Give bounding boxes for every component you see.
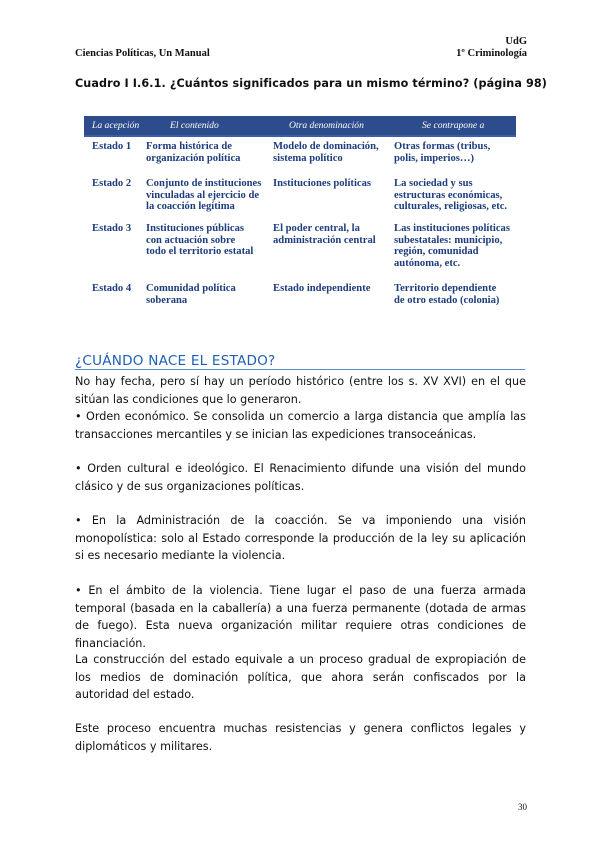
table-cell-contenido: Instituciones públicas con actuación sobre todo el territorio estatal xyxy=(146,223,254,258)
table-cell-denominacion: El poder central, la administración central xyxy=(273,223,376,246)
table-cell-contrapone: Las instituciones políticas subestatales: municipio, región, comunidad autónoma, etc. xyxy=(394,223,510,269)
table-header-cell: La acepción xyxy=(92,120,140,131)
running-header-university: UdG xyxy=(505,36,527,47)
running-header-course: 1º Criminología xyxy=(456,48,527,59)
page-number: 30 xyxy=(518,802,527,812)
table-cell-denominacion: Estado independiente xyxy=(273,283,371,294)
section-heading-rule xyxy=(75,369,525,370)
table-caption: Cuadro I I.6.1. ¿Cuántos significados para un mismo término? (página 98) xyxy=(75,77,547,90)
bullet-paragraph-economic: • Orden económico. Se consolida un comercio a larga distancia que amplía las transacciones mercantiles y se inician las expediciones transoceánicas. xyxy=(75,410,526,441)
body-paragraph: Este proceso encuentra muchas resistencias y genera conflictos legales y diplomáticos y militares. xyxy=(75,722,526,753)
body-paragraph: La construcción del estado equivale a un proceso gradual de expropiación de los medios de dominación política, que ahora serán confiscados por la autoridad del estado. xyxy=(75,653,526,701)
table-cell-contenido: Comunidad política soberana xyxy=(146,283,236,306)
table-header-cell: El contenido xyxy=(170,120,219,131)
body-paragraph: No hay fecha, pero sí hay un período histórico (entre los s. XV XVI) en el que sitúan las condiciones que lo generaron. xyxy=(75,375,526,406)
bullet-paragraph-cultural: • Orden cultural e ideológico. El Renacimiento difunde una visión del mundo clásico y de sus organizaciones políticas. xyxy=(75,462,526,493)
table-header-rule xyxy=(84,135,516,137)
running-header-book-title: Ciencias Políticas, Un Manual xyxy=(75,48,210,59)
table-cell-contrapone: Otras formas (tribus, polis, imperios…) xyxy=(394,141,491,164)
section-heading: ¿CUÁNDO NACE EL ESTADO? xyxy=(75,353,276,369)
table-row-label: Estado 3 xyxy=(92,223,132,234)
table-cell-contrapone: Territorio dependiente de otro estado (colonia) xyxy=(394,283,500,306)
bullet-paragraph-coercion: • En la Administración de la coacción. Se va imponiendo una visión monopolística: solo al Estado corresponde la producción de la ley su aplicación si es necesario mediante la violencia. xyxy=(75,514,526,562)
table-cell-denominacion: Instituciones políticas xyxy=(273,178,372,189)
table-header-cell: Otra denominación xyxy=(289,120,364,131)
table-header-row xyxy=(84,116,516,135)
table-header-cell: Se contrapone a xyxy=(422,120,485,131)
table-cell-contenido: Forma histórica de organización política xyxy=(146,141,241,164)
table-cell-contenido: Conjunto de instituciones vinculadas al ejercicio de la coacción legítima xyxy=(146,178,262,213)
table-row-label: Estado 1 xyxy=(92,141,132,152)
table-cell-denominacion: Modelo de dominación, sistema político xyxy=(273,141,379,164)
bullet-paragraph-violence: • En el ámbito de la violencia. Tiene lugar el paso de una fuerza armada temporal (basada en la caballería) a una fuerza permanente (dotada de armas de fuego). Esta nueva organización militar requiere otras condiciones de financiación. xyxy=(75,584,526,650)
table-cell-contrapone: La sociedad y sus estructuras económicas, culturales, religiosas, etc. xyxy=(394,178,508,213)
meanings-table xyxy=(84,116,516,304)
table-row-label: Estado 4 xyxy=(92,283,132,294)
table-row-label: Estado 2 xyxy=(92,178,132,189)
